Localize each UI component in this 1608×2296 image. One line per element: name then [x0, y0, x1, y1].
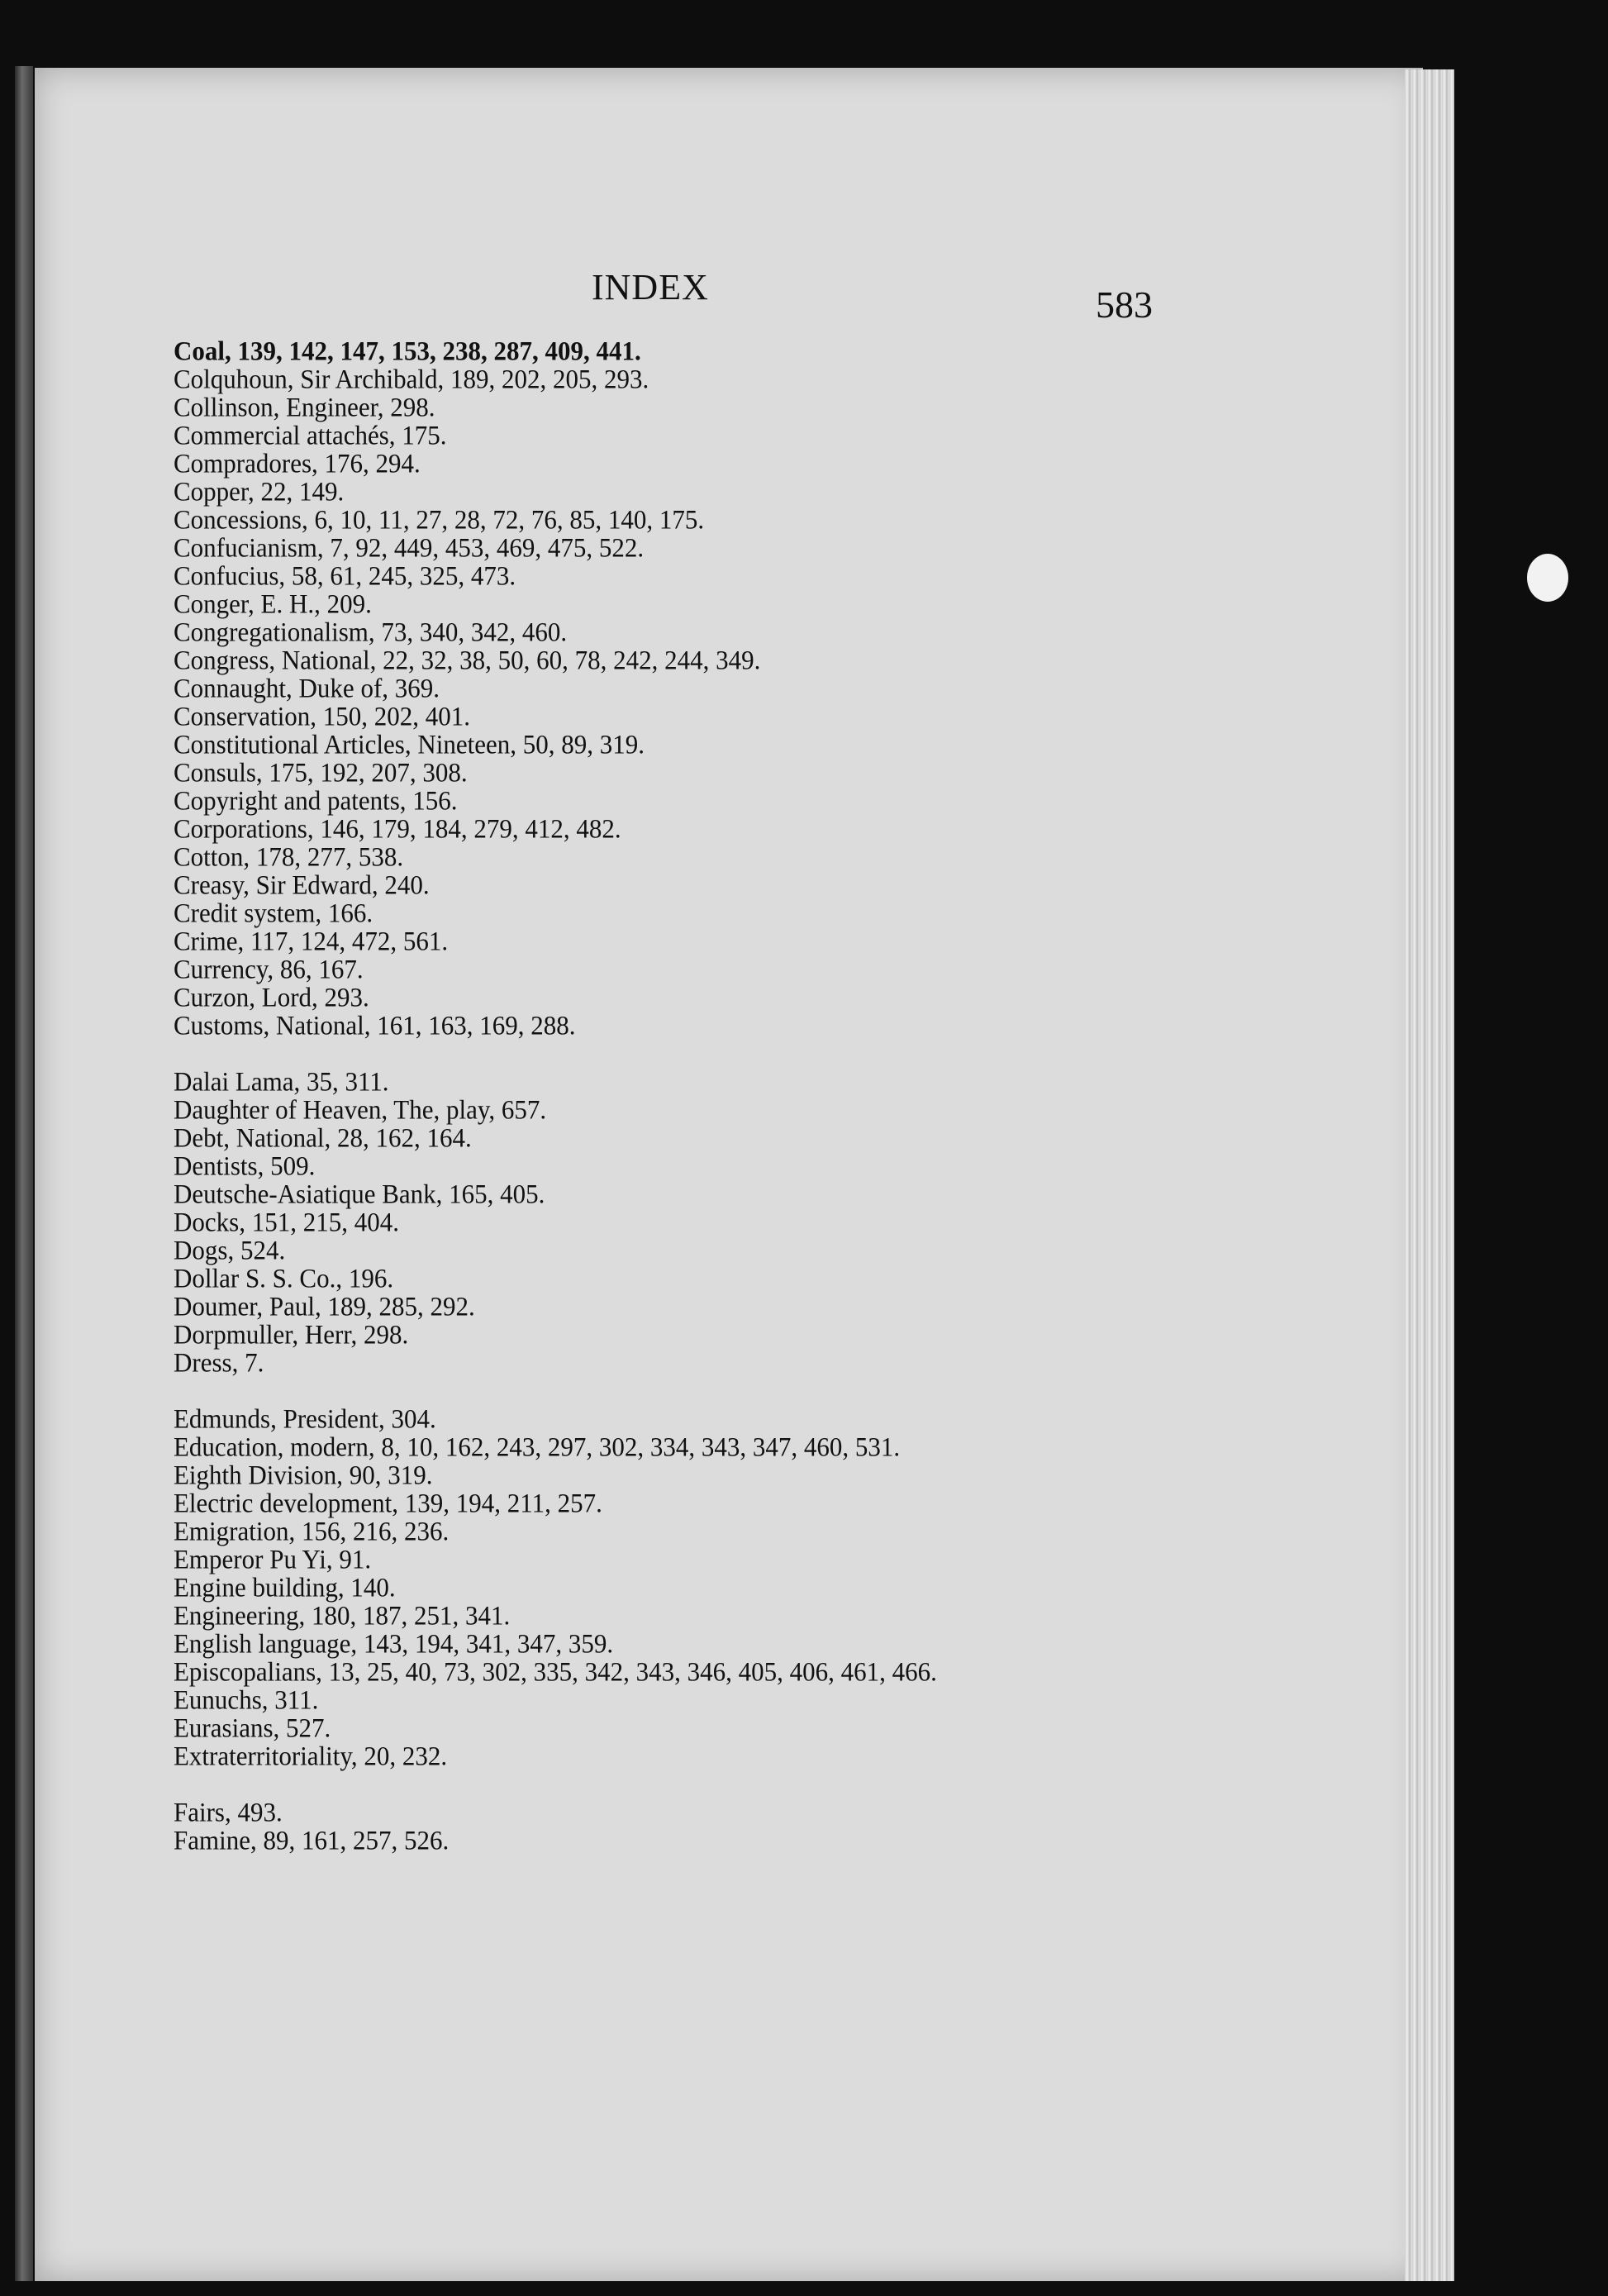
index-entry: Electric development, 139, 194, 211, 257.	[174, 1488, 602, 1518]
group-spacer	[174, 1377, 1363, 1405]
index-entry: Engine building, 140.	[174, 1572, 396, 1603]
index-entry: Dollar S. S. Co., 196.	[174, 1263, 394, 1293]
index-entry: Curzon, Lord, 293.	[174, 982, 369, 1012]
index-entry: Dalai Lama, 35, 311.	[174, 1066, 389, 1097]
index-entry: Engineering, 180, 187, 251, 341.	[174, 1600, 511, 1631]
index-entry: Congregationalism, 73, 340, 342, 460.	[174, 617, 568, 647]
index-entry: Deutsche-Asiatique Bank, 165, 405.	[174, 1179, 545, 1209]
index-entry: Credit system, 166.	[174, 898, 373, 928]
index-entry: Doumer, Paul, 189, 285, 292.	[174, 1291, 475, 1322]
index-entry: Fairs, 493.	[174, 1797, 283, 1827]
index-entry: Copper, 22, 149.	[174, 476, 345, 507]
index-entry: Corporations, 146, 179, 184, 279, 412, 482.	[174, 813, 621, 844]
index-entry: Constitutional Articles, Nineteen, 50, 89, 319.	[174, 729, 645, 760]
index-entry: Eighth Division, 90, 319.	[174, 1460, 433, 1490]
index-entry: Education, modern, 8, 10, 162, 243, 297, 302, 334, 343, 347, 460, 531.	[174, 1431, 901, 1462]
index-entry: Customs, National, 161, 163, 169, 288.	[174, 1010, 576, 1041]
index-entry: Colquhoun, Sir Archibald, 189, 202, 205, 293.	[174, 364, 649, 394]
index-entry: Congress, National, 22, 32, 38, 50, 60, 78, 242, 244, 349.	[174, 645, 761, 675]
index-list	[174, 337, 1363, 1855]
index-entry: Creasy, Sir Edward, 240.	[174, 869, 430, 900]
index-entry: Connaught, Duke of, 369.	[174, 673, 440, 703]
index-entry: English language, 143, 194, 341, 347, 359.	[174, 1628, 614, 1659]
index-entry: Confucius, 58, 61, 245, 325, 473.	[174, 560, 516, 591]
index-entry: Episcopalians, 13, 25, 40, 73, 302, 335, 342, 343, 346, 405, 406, 461, 466.	[174, 1656, 937, 1687]
index-entry: Edmunds, President, 304.	[174, 1403, 436, 1434]
index-entry: Conservation, 150, 202, 401.	[174, 701, 471, 731]
index-entry: Daughter of Heaven, The, play, 657.	[174, 1094, 547, 1125]
index-entry: Cotton, 178, 277, 538.	[174, 841, 404, 872]
index-entry: Debt, National, 28, 162, 164.	[174, 1122, 472, 1153]
page-title: INDEX	[592, 267, 709, 307]
index-entry: Compradores, 176, 294.	[174, 448, 421, 479]
index-entry: Dorpmuller, Herr, 298.	[174, 1319, 409, 1350]
index-entry: Collinson, Engineer, 298.	[174, 392, 435, 422]
book-spine-edge	[15, 66, 33, 2281]
index-entry: Commercial attachés, 175.	[174, 420, 447, 450]
page-number: 583	[1096, 283, 1153, 326]
index-entry: Copyright and patents, 156.	[174, 785, 458, 816]
index-entry: Dentists, 509.	[174, 1150, 316, 1181]
index-entry: Confucianism, 7, 92, 449, 453, 469, 475, 522.	[174, 532, 645, 563]
index-entry: Coal, 139, 142, 147, 153, 238, 287, 409, 441.	[174, 336, 641, 366]
group-spacer	[174, 1770, 1363, 1798]
index-entry: Dress, 7.	[174, 1347, 264, 1378]
index-entry: Concessions, 6, 10, 11, 27, 28, 72, 76, 85, 140, 175.	[174, 504, 705, 535]
scan-artifact	[1527, 554, 1568, 602]
index-entry: Eurasians, 527.	[174, 1712, 331, 1743]
index-entry: Conger, E. H., 209.	[174, 588, 372, 619]
index-entry: Consuls, 175, 192, 207, 308.	[174, 757, 468, 788]
index-entry: Currency, 86, 167.	[174, 954, 364, 984]
group-spacer	[174, 1040, 1363, 1068]
index-entry: Dogs, 524.	[174, 1235, 286, 1265]
index-entry: Emperor Pu Yi, 91.	[174, 1544, 372, 1574]
index-entry: Crime, 117, 124, 472, 561.	[174, 926, 449, 956]
index-entry: Docks, 151, 215, 404.	[174, 1207, 399, 1237]
index-entry: Extraterritoriality, 20, 232.	[174, 1741, 448, 1771]
index-entry: Famine, 89, 161, 257, 526.	[174, 1825, 450, 1855]
index-entry: Eunuchs, 311.	[174, 1684, 319, 1715]
page-stack-edge	[1405, 69, 1454, 2281]
index-entry: Emigration, 156, 216, 236.	[174, 1516, 450, 1546]
